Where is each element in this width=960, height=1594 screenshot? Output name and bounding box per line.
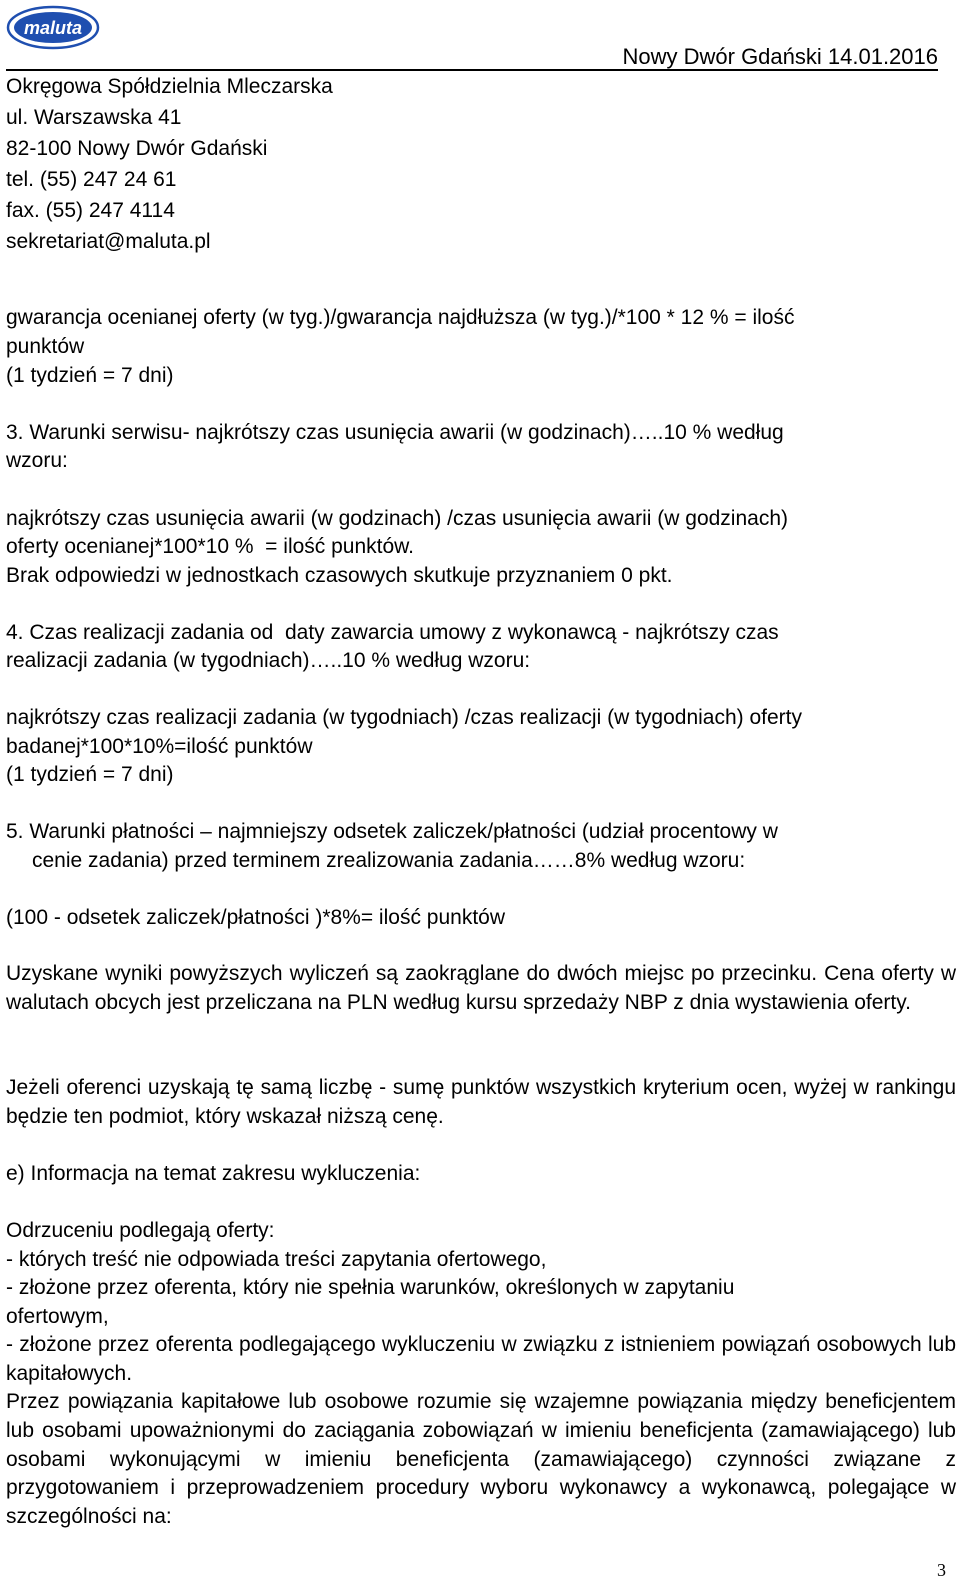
criterion-4-formula-line1: najkrótszy czas realizacji zadania (w tygodniach) /czas realizacji (w tygodniach) oferty — [6, 706, 802, 729]
rejection-item-2-line1: - złożone przez oferenta, który nie spełnia warunków, określonych w zapytaniu — [6, 1276, 735, 1299]
rejection-heading: Odrzuceniu podlegają oferty: — [6, 1219, 275, 1242]
gwarancja-formula-line2: punktów — [6, 335, 85, 358]
company-name: Okręgowa Spółdzielnia Mleczarska — [6, 75, 333, 98]
gwarancja-formula-line1: gwarancja ocenianej oferty (w tyg.)/gwarancja najdłuższa (w tyg.)/*100 * 12 % = ilość — [6, 306, 795, 329]
svg-text:maluta: maluta — [23, 18, 83, 38]
section-e-heading: e) Informacja na temat zakresu wykluczenia: — [6, 1162, 421, 1185]
address-fax: fax. (55) 247 4114 — [6, 199, 175, 222]
criterion-5-title-line1: 5. Warunki płatności – najmniejszy odsetek zaliczek/płatności (udział procentowy w — [6, 820, 778, 843]
gwarancja-note: (1 tydzień = 7 dni) — [6, 364, 174, 387]
criterion-3-formula-line1: najkrótszy czas usunięcia awarii (w godzinach) /czas usunięcia awarii (w godzinach) — [6, 507, 789, 530]
criterion-3-formula-line2: oferty ocenianej*100*10 % = ilość punktów. — [6, 535, 415, 558]
results-paragraph: Uzyskane wyniki powyższych wyliczeń są zaokrąglane do dwóch miejsc po przecinku. Cena oferty w walutach obcych jest przeliczana na PLN według kursu sprzedaży NBP z dnia wystawienia oferty. — [6, 962, 956, 1014]
criterion-4-note: (1 tydzień = 7 dni) — [6, 763, 174, 786]
criterion-3-note: Brak odpowiedzi w jednostkach czasowych skutkuje przyznaniem 0 pkt. — [6, 564, 673, 587]
rejection-item-1: - których treść nie odpowiada treści zapytania ofertowego, — [6, 1248, 547, 1271]
criterion-5-formula: (100 - odsetek zaliczek/płatności )*8%= ilość punktów — [6, 906, 505, 929]
ties-definition-paragraph: Przez powiązania kapitałowe lub osobowe rozumie się wzajemne powiązania między beneficjentem lub osobami upoważnionymi do zaciągania zobowiązań w imieniu beneficjenta (zamawiającego) lub osobami wykonującymi w imieniu beneficjenta (zamawiającego) czynności związane z przygotowaniem i przeprowadzeniem procedury wyboru wykonawcy a wykonawcą, polegające w szczególności na: — [6, 1390, 956, 1529]
rejection-item-2-line2: ofertowym, — [6, 1305, 109, 1328]
header-date-place: Nowy Dwór Gdański 14.01.2016 — [622, 44, 938, 69]
header-rule — [6, 69, 938, 71]
criterion-3-title-line1: 3. Warunki serwisu- najkrótszy czas usunięcia awarii (w godzinach)…..10 % według — [6, 421, 784, 444]
address-tel: tel. (55) 247 24 61 — [6, 168, 177, 191]
criterion-5-title-line2: cenie zadania) przed terminem zrealizowania zadania……8% według wzoru: — [32, 849, 746, 872]
address-street: ul. Warszawska 41 — [6, 106, 182, 129]
criterion-4-formula-line2: badanej*100*10%=ilość punktów — [6, 735, 313, 758]
criterion-3-title-line2: wzoru: — [6, 449, 68, 472]
address-email: sekretariat@maluta.pl — [6, 230, 211, 253]
ranking-paragraph: Jeżeli oferenci uzyskają tę samą liczbę - sumę punktów wszystkich kryterium ocen, wyżej w rankingu będzie ten podmiot, który wskazał niższą cenę. — [6, 1076, 956, 1128]
criterion-4-title-line1: 4. Czas realizacji zadania od daty zawarcia umowy z wykonawcą - najkrótszy czas — [6, 621, 779, 644]
maluta-logo — [6, 5, 100, 50]
page-number: 3 — [937, 1560, 946, 1580]
criterion-4-title-line2: realizacji zadania (w tygodniach)…..10 % według wzoru: — [6, 649, 531, 672]
address-city: 82-100 Nowy Dwór Gdański — [6, 137, 268, 160]
rejection-item-3: - złożone przez oferenta podlegającego wykluczeniu w związku z istnieniem powiązań osobowych lub kapitałowych. — [6, 1333, 956, 1385]
